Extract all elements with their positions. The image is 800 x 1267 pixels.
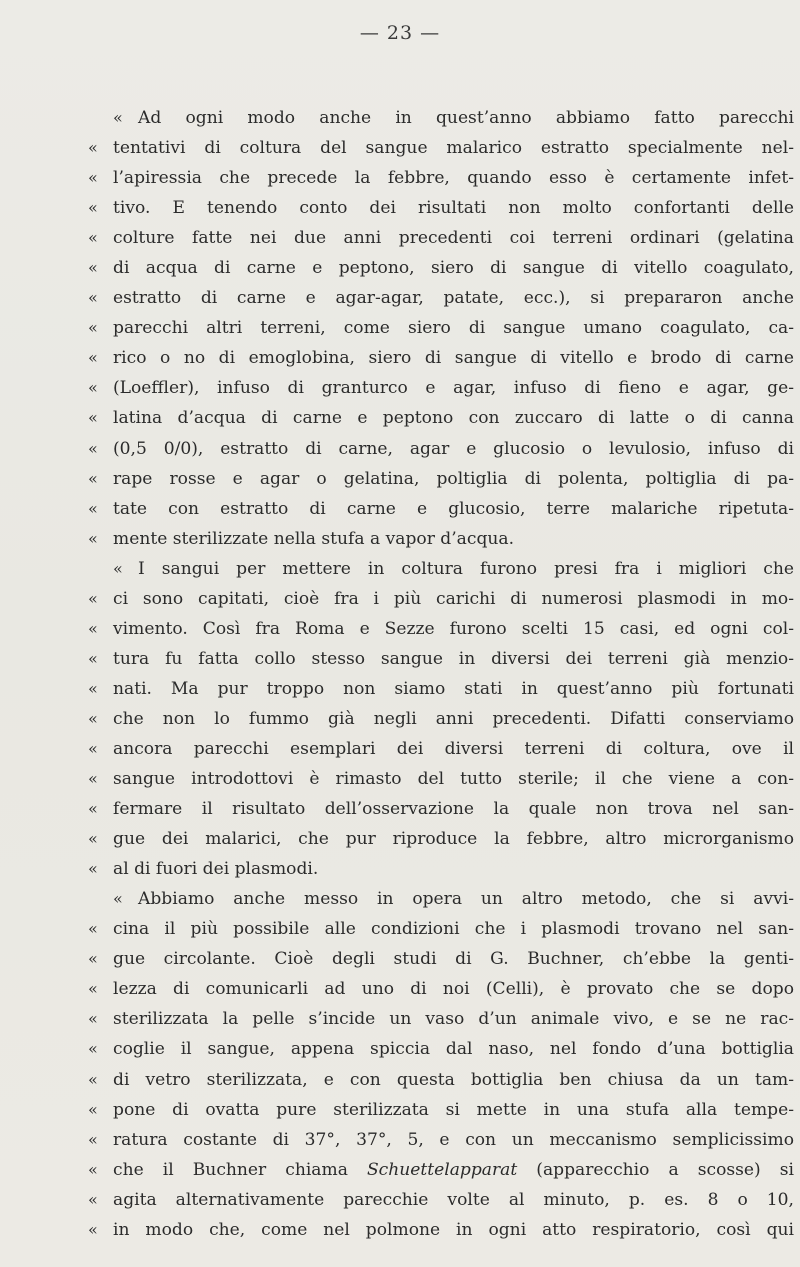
quote-mark: « — [88, 708, 98, 728]
text-line — [88, 554, 794, 584]
text-line — [88, 704, 794, 734]
quote-mark: « — [88, 949, 98, 969]
line-text: tivo. E tenendo conto dei risultati non molto confortanti delle — [113, 198, 794, 219]
line-text: sangue introdottovi è rimasto del tutto sterile; il che viene a con- — [113, 769, 794, 790]
quote-mark: « — [88, 1159, 98, 1179]
text-line — [88, 1185, 794, 1215]
line-text: sterilizzata la pelle s’incide un vaso d’un animale vivo, e se ne rac- — [113, 1009, 794, 1030]
quote-mark: « — [113, 558, 123, 578]
line-text: lezza di comunicarli ad uno di noi (Celli), è provato che se dopo — [113, 979, 794, 1000]
page-number: — 23 — — [359, 22, 441, 44]
line-text: colture fatte nei due anni precedenti coi terreni ordinari (gelatina — [113, 228, 794, 249]
quote-mark: « — [88, 648, 98, 668]
quote-mark: « — [88, 318, 98, 338]
text-line — [88, 223, 794, 253]
text-line — [88, 343, 794, 373]
quote-mark: « — [88, 138, 98, 158]
italic-term: Schuettelapparat — [366, 1159, 518, 1180]
line-text: ratura costante di 37°, 37°, 5, e con un meccanismo semplicissimo — [113, 1129, 794, 1150]
text-line — [88, 193, 794, 223]
text-line — [88, 644, 794, 674]
line-text: rico o no di emoglobina, siero di sangue di vitello e brodo di carne — [113, 348, 794, 369]
quote-mark: « — [88, 168, 98, 188]
quote-mark: « — [88, 1069, 98, 1089]
text-line — [88, 524, 794, 554]
text-line — [88, 253, 794, 283]
text-line — [88, 764, 794, 794]
line-text: fermare il risultato dell’osservazione la quale non trova nel san- — [113, 799, 794, 820]
text-line — [88, 944, 794, 974]
line-text: gue dei malarici, che pur riproduce la febbre, altro microrganismo — [113, 829, 794, 850]
line-text: ci sono capitati, cioè fra i più carichi di numerosi plasmodi in mo- — [113, 588, 794, 609]
text-line — [88, 403, 794, 433]
quote-mark: « — [88, 829, 98, 849]
line-text: mente sterilizzate nella stufa a vapor d’acqua. — [113, 528, 515, 549]
text-line — [88, 283, 794, 313]
text-line — [88, 133, 794, 163]
line-text: rape rosse e agar o gelatina, poltiglia di polenta, poltiglia di pa- — [113, 468, 794, 489]
text-line — [88, 974, 794, 1004]
line-text: vimento. Così fra Roma e Sezze furono scelti 15 casi, ed ogni col- — [113, 618, 794, 639]
text-line — [88, 103, 794, 133]
quote-mark: « — [88, 468, 98, 488]
line-text: (0,5 0/0), estratto di carne, agar e glucosio o levulosio, infuso di — [113, 438, 794, 459]
quote-mark: « — [88, 1189, 98, 1209]
line-text: al di fuori dei plasmodi. — [113, 859, 319, 880]
quote-mark: « — [88, 198, 98, 218]
quote-mark: « — [88, 979, 98, 999]
text-line — [88, 614, 794, 644]
quote-mark: « — [88, 678, 98, 698]
line-text-part: (apparecchio a scosse) si — [517, 1159, 794, 1180]
text-line — [88, 434, 794, 464]
line-text: nati. Ma pur troppo non siamo stati in quest’anno più fortunati — [113, 678, 794, 699]
text-line — [88, 1215, 794, 1245]
text-line — [88, 1155, 794, 1185]
body-text — [88, 103, 800, 1245]
text-line — [88, 1034, 794, 1064]
quote-mark: « — [88, 1099, 98, 1119]
quote-mark: « — [88, 258, 98, 278]
line-text-part: che il Buchner chiama — [113, 1159, 367, 1180]
line-text: gue circolante. Cioè degli studi di G. Buchner, ch’ebbe la genti- — [113, 949, 794, 970]
line-text: agita alternativamente parecchie volte al minuto, p. es. 8 o 10, — [113, 1189, 794, 1210]
text-line — [88, 734, 794, 764]
line-text: Ad ogni modo anche in quest’anno abbiamo fatto parecchi — [138, 108, 794, 128]
line-text: di vetro sterilizzata, e con questa bottiglia ben chiusa da un tam- — [113, 1069, 794, 1090]
quote-mark: « — [88, 919, 98, 939]
quote-mark: « — [88, 588, 98, 608]
quote-mark: « — [88, 859, 98, 879]
text-line — [88, 674, 794, 704]
line-text: parecchi altri terreni, come siero di sangue umano coagulato, ca- — [113, 318, 794, 339]
quote-mark: « — [88, 498, 98, 518]
text-line — [88, 464, 794, 494]
line-text — [113, 1160, 794, 1180]
line-text: ancora parecchi esemplari dei diversi terreni di coltura, ove il — [113, 738, 794, 759]
line-text: in modo che, come nel polmone in ogni atto respiratorio, così qui — [113, 1219, 794, 1240]
text-line — [88, 584, 794, 614]
text-line — [88, 1065, 794, 1095]
text-line — [88, 163, 794, 193]
text-line — [88, 313, 794, 343]
line-text: estratto di carne e agar-agar, patate, ecc.), si prepararon anche — [113, 288, 794, 309]
quote-mark: « — [88, 769, 98, 789]
line-text: che non lo fummo già negli anni precedenti. Difatti conserviamo — [113, 708, 794, 729]
quote-mark: « — [88, 1219, 98, 1239]
quote-mark: « — [88, 618, 98, 638]
text-line — [88, 824, 794, 854]
quote-mark: « — [88, 348, 98, 368]
line-text: di acqua di carne e peptono, siero di sangue di vitello coagulato, — [113, 258, 794, 279]
line-text: I sangui per mettere in coltura furono presi fra i migliori che — [138, 558, 794, 579]
quote-mark: « — [88, 378, 98, 398]
line-text: pone di ovatta pure sterilizzata si mette in una stufa alla tempe- — [113, 1099, 794, 1120]
text-line — [88, 373, 794, 403]
quote-mark: « — [88, 288, 98, 308]
line-text: (Loeffler), infuso di granturco e agar, infuso di fieno e agar, ge- — [113, 378, 794, 399]
quote-mark: « — [88, 738, 98, 758]
quote-mark: « — [88, 1039, 98, 1059]
quote-mark: « — [88, 799, 98, 819]
quote-mark: « — [113, 889, 123, 909]
text-line — [88, 914, 794, 944]
line-text: coglie il sangue, appena spiccia dal naso, nel fondo d’una bottiglia — [113, 1039, 794, 1060]
text-line — [88, 1095, 794, 1125]
quote-mark: « — [88, 228, 98, 248]
quote-mark: « — [113, 108, 123, 127]
quote-mark: « — [88, 438, 98, 458]
quote-mark: « — [88, 528, 98, 548]
text-line — [88, 1125, 794, 1155]
text-line — [88, 1004, 794, 1034]
text-line — [88, 884, 794, 914]
line-text: tate con estratto di carne e glucosio, terre malariche ripetuta- — [113, 498, 794, 519]
line-text: cina il più possibile alle condizioni che i plasmodi trovano nel san- — [113, 919, 794, 940]
line-text: Abbiamo anche messo in opera un altro metodo, che si avvi- — [138, 889, 794, 910]
line-text: tura fu fatta collo stesso sangue in diversi dei terreni già menzio- — [113, 648, 794, 669]
line-text: l’apiressia che precede la febbre, quando esso è certamente infet- — [113, 168, 794, 189]
quote-mark: « — [88, 408, 98, 428]
quote-mark: « — [88, 1009, 98, 1029]
text-line — [88, 854, 794, 884]
text-line — [88, 494, 794, 524]
text-line — [88, 794, 794, 824]
line-text: latina d’acqua di carne e peptono con zuccaro di latte o di canna — [113, 408, 794, 429]
line-text: tentativi di coltura del sangue malarico estratto specialmente nel- — [113, 138, 794, 159]
quote-mark: « — [88, 1129, 98, 1149]
